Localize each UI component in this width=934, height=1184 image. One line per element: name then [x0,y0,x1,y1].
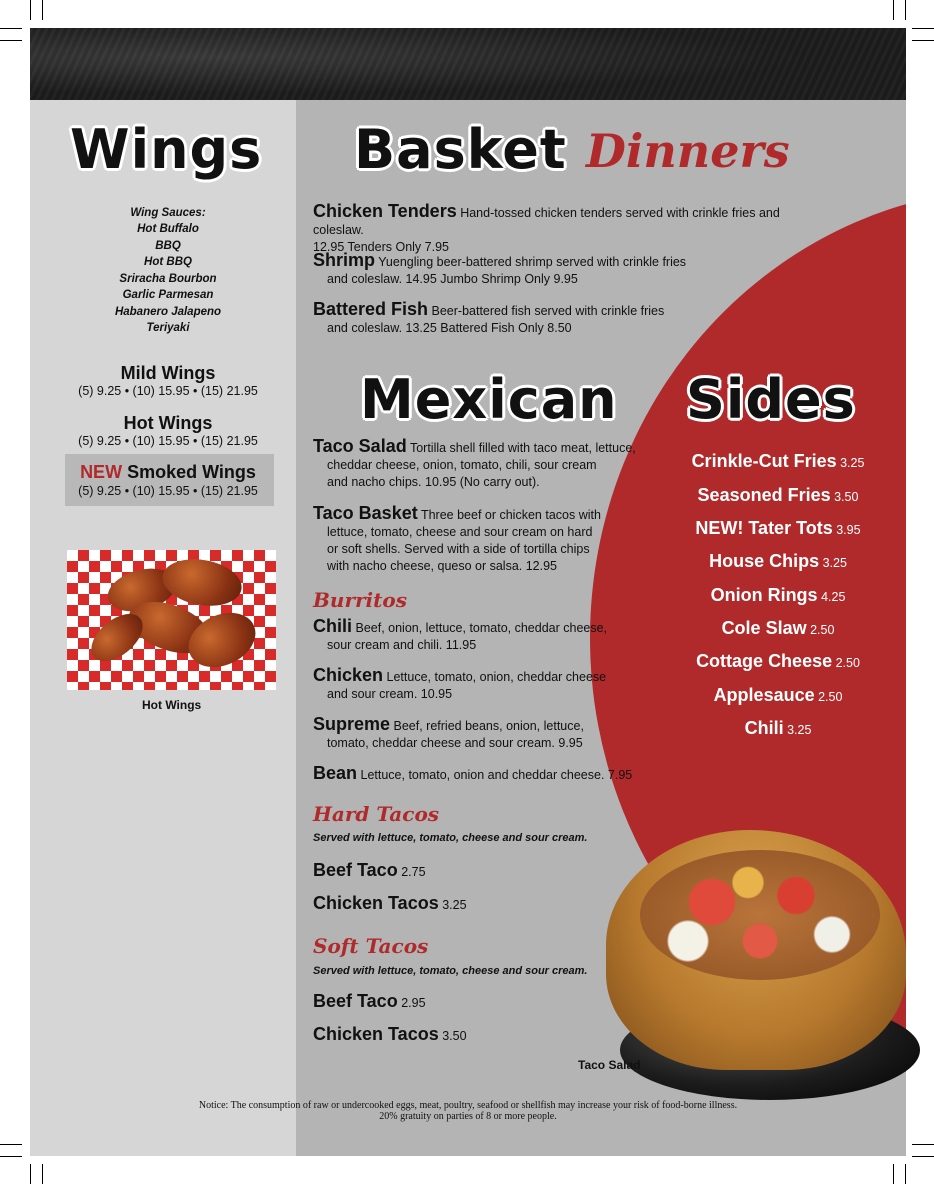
item-price: 2.50 [810,623,835,637]
wing-item-prices: (5) 9.25 • (10) 15.95 • (15) 21.95 [78,384,258,398]
taco-salad-caption: Taco Salad [578,1058,641,1072]
item-name: Chili [313,616,352,636]
item-description: and nacho chips. 10.95 (No carry out). [327,475,540,489]
wing-item-prices: (5) 9.25 • (10) 15.95 • (15) 21.95 [78,484,258,498]
burrito-item [313,618,613,654]
item-price-line: 12.95 Tenders Only 7.95 [313,240,449,254]
item-name: Supreme [313,714,391,734]
taco-item [313,991,426,1012]
crop-mark [905,0,906,20]
item-price: 3.50 [442,1029,467,1043]
item-name: Applesauce [713,685,815,705]
wing-sauce: Garlic Parmesan [122,289,214,301]
burrito-item [313,765,633,784]
basket-item [313,301,733,337]
basket-item [313,252,733,288]
wing-item-name [68,462,268,483]
side-item [680,618,876,639]
side-item [680,518,876,539]
hard-tacos-note: Served with lettuce, tomato, cheese and sour cream. [313,832,588,844]
side-item [680,485,876,506]
item-description: Lettuce, tomato, onion, cheddar cheese [386,670,607,684]
wing-sauces-label: Wing Sauces: [130,207,206,219]
item-name: Beef Taco [313,991,398,1011]
wing-sauce: Teriyaki [146,322,190,334]
item-price: 2.50 [835,656,860,670]
item-description: Hand-tossed chicken tenders served with crinkle fries and coleslaw. [313,206,780,237]
item-description: or soft shells. Served with a side of tortilla chips [327,542,590,556]
crop-mark [42,0,43,20]
new-badge: NEW [80,462,123,482]
mexican-item [313,438,643,491]
crop-mark [912,1156,934,1157]
item-price: 2.50 [818,690,843,704]
crop-mark [905,1164,906,1184]
side-item [680,551,876,572]
item-price: 2.95 [401,996,426,1010]
item-name: Taco Salad [313,436,407,456]
crop-mark [912,1144,934,1145]
mexican-title: Mexican [360,368,618,431]
crop-mark [912,28,934,29]
hot-wings-caption: Hot Wings [142,698,202,712]
item-name: Shrimp [313,250,376,270]
item-name: Chicken [313,665,384,685]
basket-item [313,203,823,256]
wing-item-name: Hot Wings [123,413,213,433]
salad-filling [640,850,880,980]
wing-item-label: Smoked Wings [127,462,256,482]
side-item [680,718,876,739]
basket-title: Basket [354,118,567,181]
item-description: Yuengling beer-battered shrimp served with crinkle fries [378,255,687,269]
crop-mark [0,28,22,29]
item-description: Lettuce, tomato, onion and cheddar cheese. 7.95 [360,768,633,782]
wing-sauce: Sriracha Bourbon [119,273,217,285]
crop-mark [912,40,934,41]
side-item [680,685,876,706]
side-item [680,451,876,472]
crop-mark [30,0,31,20]
crop-mark [893,1164,894,1184]
item-price: 3.25 [787,723,812,737]
item-name: Taco Basket [313,503,418,523]
item-description: cheddar cheese, onion, tomato, chili, sour cream [327,458,597,472]
taco-item [313,860,426,881]
crop-mark [893,0,894,20]
item-name: Cottage Cheese [696,651,833,671]
item-description: lettuce, tomato, cheese and sour cream on hard [327,525,593,539]
wing-sauce: Habanero Jalapeno [114,306,222,318]
crop-mark [42,1164,43,1184]
item-name: Cole Slaw [721,618,807,638]
side-item [680,585,876,606]
item-name: Seasoned Fries [697,485,831,505]
burrito-item [313,716,613,752]
food-safety-notice: Notice: The consumption of raw or undercooked eggs, meat, poultry, seafood or shellfish may increase your risk of food-borne illness. [198,1100,738,1111]
soft-tacos-note: Served with lettuce, tomato, cheese and sour cream. [313,965,588,977]
wing-item-name: Mild Wings [120,363,216,383]
dinners-title: Dinners [586,124,790,178]
item-name: Chicken Tacos [313,1024,439,1044]
crop-mark [0,1156,22,1157]
item-name: Bean [313,763,358,783]
taco-item [313,893,467,914]
sides-title: Sides [686,368,856,431]
top-texture-band [30,28,906,100]
crop-mark [30,1164,31,1184]
hard-tacos-title: Hard Tacos [313,802,440,826]
crop-mark [0,40,22,41]
wings-title: Wings [70,118,263,181]
item-price: 3.25 [442,898,467,912]
item-description: Beef, refried beans, onion, lettuce, [393,719,584,733]
wing-sauce: Hot Buffalo [137,223,199,235]
item-price: 4.25 [821,590,846,604]
hot-wings-photo [67,550,276,690]
crop-mark [0,1144,22,1145]
item-name: Beef Taco [313,860,398,880]
item-description: sour cream and chili. 11.95 [327,638,477,652]
item-name: Onion Rings [710,585,818,605]
item-price-line: and coleslaw. 14.95 Jumbo Shrimp Only 9.95 [327,272,578,286]
item-price: 3.95 [836,523,861,537]
item-description: Tortilla shell filled with taco meat, lettuce, [409,441,636,455]
taco-item [313,1024,467,1045]
gratuity-notice: 20% gratuity on parties of 8 or more people. [379,1111,557,1122]
item-name: House Chips [709,551,820,571]
item-name: Crinkle-Cut Fries [691,451,837,471]
item-name: Chicken Tenders [313,201,457,221]
burrito-item [313,667,613,703]
item-price: 3.25 [840,456,865,470]
item-price-line: and coleslaw. 13.25 Battered Fish Only 8.50 [327,321,572,335]
item-price: 3.50 [834,490,859,504]
item-description: tomato, cheddar cheese and sour cream. 9.95 [327,736,583,750]
item-name: NEW! Tater Tots [695,518,833,538]
side-item [680,651,876,672]
item-price: 3.25 [822,556,847,570]
wing-piece [159,553,246,611]
item-name: Battered Fish [313,299,429,319]
item-price: 2.75 [401,865,426,879]
item-description: Three beef or chicken tacos with [420,508,601,522]
wing-item-prices: (5) 9.25 • (10) 15.95 • (15) 21.95 [78,434,258,448]
burritos-title: Burritos [313,588,407,612]
mexican-item [313,505,643,575]
item-description: and sour cream. 10.95 [327,687,453,701]
wing-sauce: BBQ [155,240,181,252]
item-name: Chili [744,718,784,738]
item-name: Chicken Tacos [313,893,439,913]
item-description: Beer-battered fish served with crinkle fries [431,304,665,318]
soft-tacos-title: Soft Tacos [313,934,429,958]
wing-sauce: Hot BBQ [144,256,192,268]
item-description: with nacho cheese, queso or salsa. 12.95 [327,559,558,573]
item-description: Beef, onion, lettuce, tomato, cheddar cheese, [355,621,608,635]
